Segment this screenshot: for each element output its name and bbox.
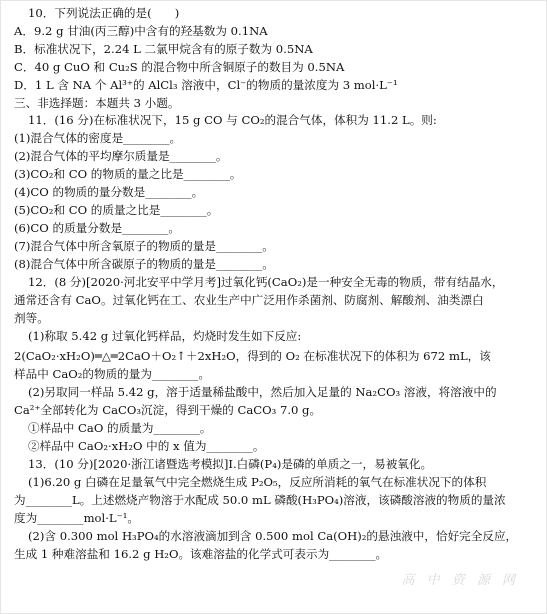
q11-item-4: (4)CO 的物质的量分数是________。 — [14, 185, 204, 199]
q13-part-2-line-1: (2)含 0.300 mol H₃PO₄的水溶液滴加到含 0.500 mol Ca(OH)₂的悬浊液中，恰好完全反应， — [28, 529, 518, 543]
q10-option-d: D．1 L 含 NA 个 Al³⁺的 AlCl₃ 溶液中，Cl⁻的物质的量浓度为 3 mol·L⁻¹ — [14, 78, 398, 92]
q10-option-a: A．9.2 g 甘油(丙三醇)中含有的羟基数为 0.1NA — [14, 24, 268, 38]
q11-stem: 11．(16 分)在标准状况下，15 g CO 与 CO₂的混合气体，体积为 11.2 L。则: — [28, 113, 437, 127]
q12-part-2-line-1: (2)另取同一样品 5.42 g，溶于适量稀盐酸中，然后加入足量的 Na₂CO₃ 溶液，将溶液中的 — [28, 385, 497, 399]
q12-part-2-line-2: Ca²⁺全部转化为 CaCO₃沉淀，得到干燥的 CaCO₃ 7.0 g。 — [14, 403, 322, 417]
q13-stem: 13．(10 分)[2020·浙江诸暨选考模拟]Ⅰ.白磷(P₄)是磷的单质之一，易被氧化。 — [28, 457, 433, 471]
q11-item-1: (1)混合气体的密度是________。 — [14, 131, 182, 145]
q10-option-c: C．40 g CuO 和 Cu₂S 的混合物中所含铜原子的数目为 0.5NA — [14, 60, 345, 74]
q13-part-1-line-1: (1)6.20 g 白磷在足量氧气中完全燃烧生成 P₂O₅，反应所消耗的氧气在标准状况下的体积 — [28, 475, 487, 489]
q11-item-3: (3)CO₂和 CO 的物质的量之比是________。 — [14, 167, 242, 181]
q11-item-7: (7)混合气体中所含氧原子的物质的量是________。 — [14, 239, 274, 253]
q11-item-2: (2)混合气体的平均摩尔质量是________。 — [14, 149, 228, 163]
q12-stem-line-1: 12．(8 分)[2020·河北安平中学月考]过氧化钙(CaO₂)是一种安全无毒的物质，带有结晶水， — [28, 275, 504, 289]
q12-part-2-sub-2: ②样品中 CaO₂·xH₂O 中的 x 值为________。 — [28, 439, 265, 453]
q11-item-5: (5)CO₂和 CO 的质量之比是________。 — [14, 203, 219, 217]
q13-part-1-line-3: 度为________mol·L⁻¹。 — [14, 511, 139, 525]
q10-stem: 10．下列说法正确的是( ) — [28, 6, 180, 20]
q12-stem-line-3: 剂等。 — [14, 311, 49, 325]
q12-equation-line-2: 样品中 CaO₂的物质的量为________。 — [14, 367, 210, 381]
section-heading: 三、非选择题：本题共 3 小题。 — [14, 96, 180, 110]
q12-part-1: (1)称取 5.42 g 过氧化钙样品，灼烧时发生如下反应: — [28, 329, 302, 343]
q12-stem-line-2: 通常还含有 CaO。过氧化钙在工、农业生产中广泛用作杀菌剂、防腐剂、解酸剂、油类漂白 — [14, 293, 484, 307]
q13-part-1-line-2: 为________L。上述燃烧产物溶于水配成 50.0 mL 磷酸(H₃PO₄)溶液，该磷酸溶液的物质的量浓 — [14, 493, 506, 507]
q12-part-2-sub-1: ①样品中 CaO 的质量为________。 — [28, 421, 212, 435]
q12-equation: 2(CaO₂·xH₂O)═△═2CaO＋O₂↑＋2xH₂O，得到的 O₂ 在标准状况下的体积为 672 mL，该 — [14, 349, 491, 363]
q10-option-b: B．标准状况下，2.24 L 二氯甲烷含有的原子数为 0.5NA — [14, 42, 313, 56]
q11-item-8: (8)混合气体中所含碳原子的物质的量是________。 — [14, 257, 274, 271]
watermark: 高 中 资 源 网 — [401, 573, 519, 588]
q13-part-2-line-2: 生成 1 种难溶盐和 16.2 g H₂O。该难溶盐的化学式可表示为________。 — [14, 547, 388, 561]
q11-item-6: (6)CO 的质量分数是________。 — [14, 221, 181, 235]
